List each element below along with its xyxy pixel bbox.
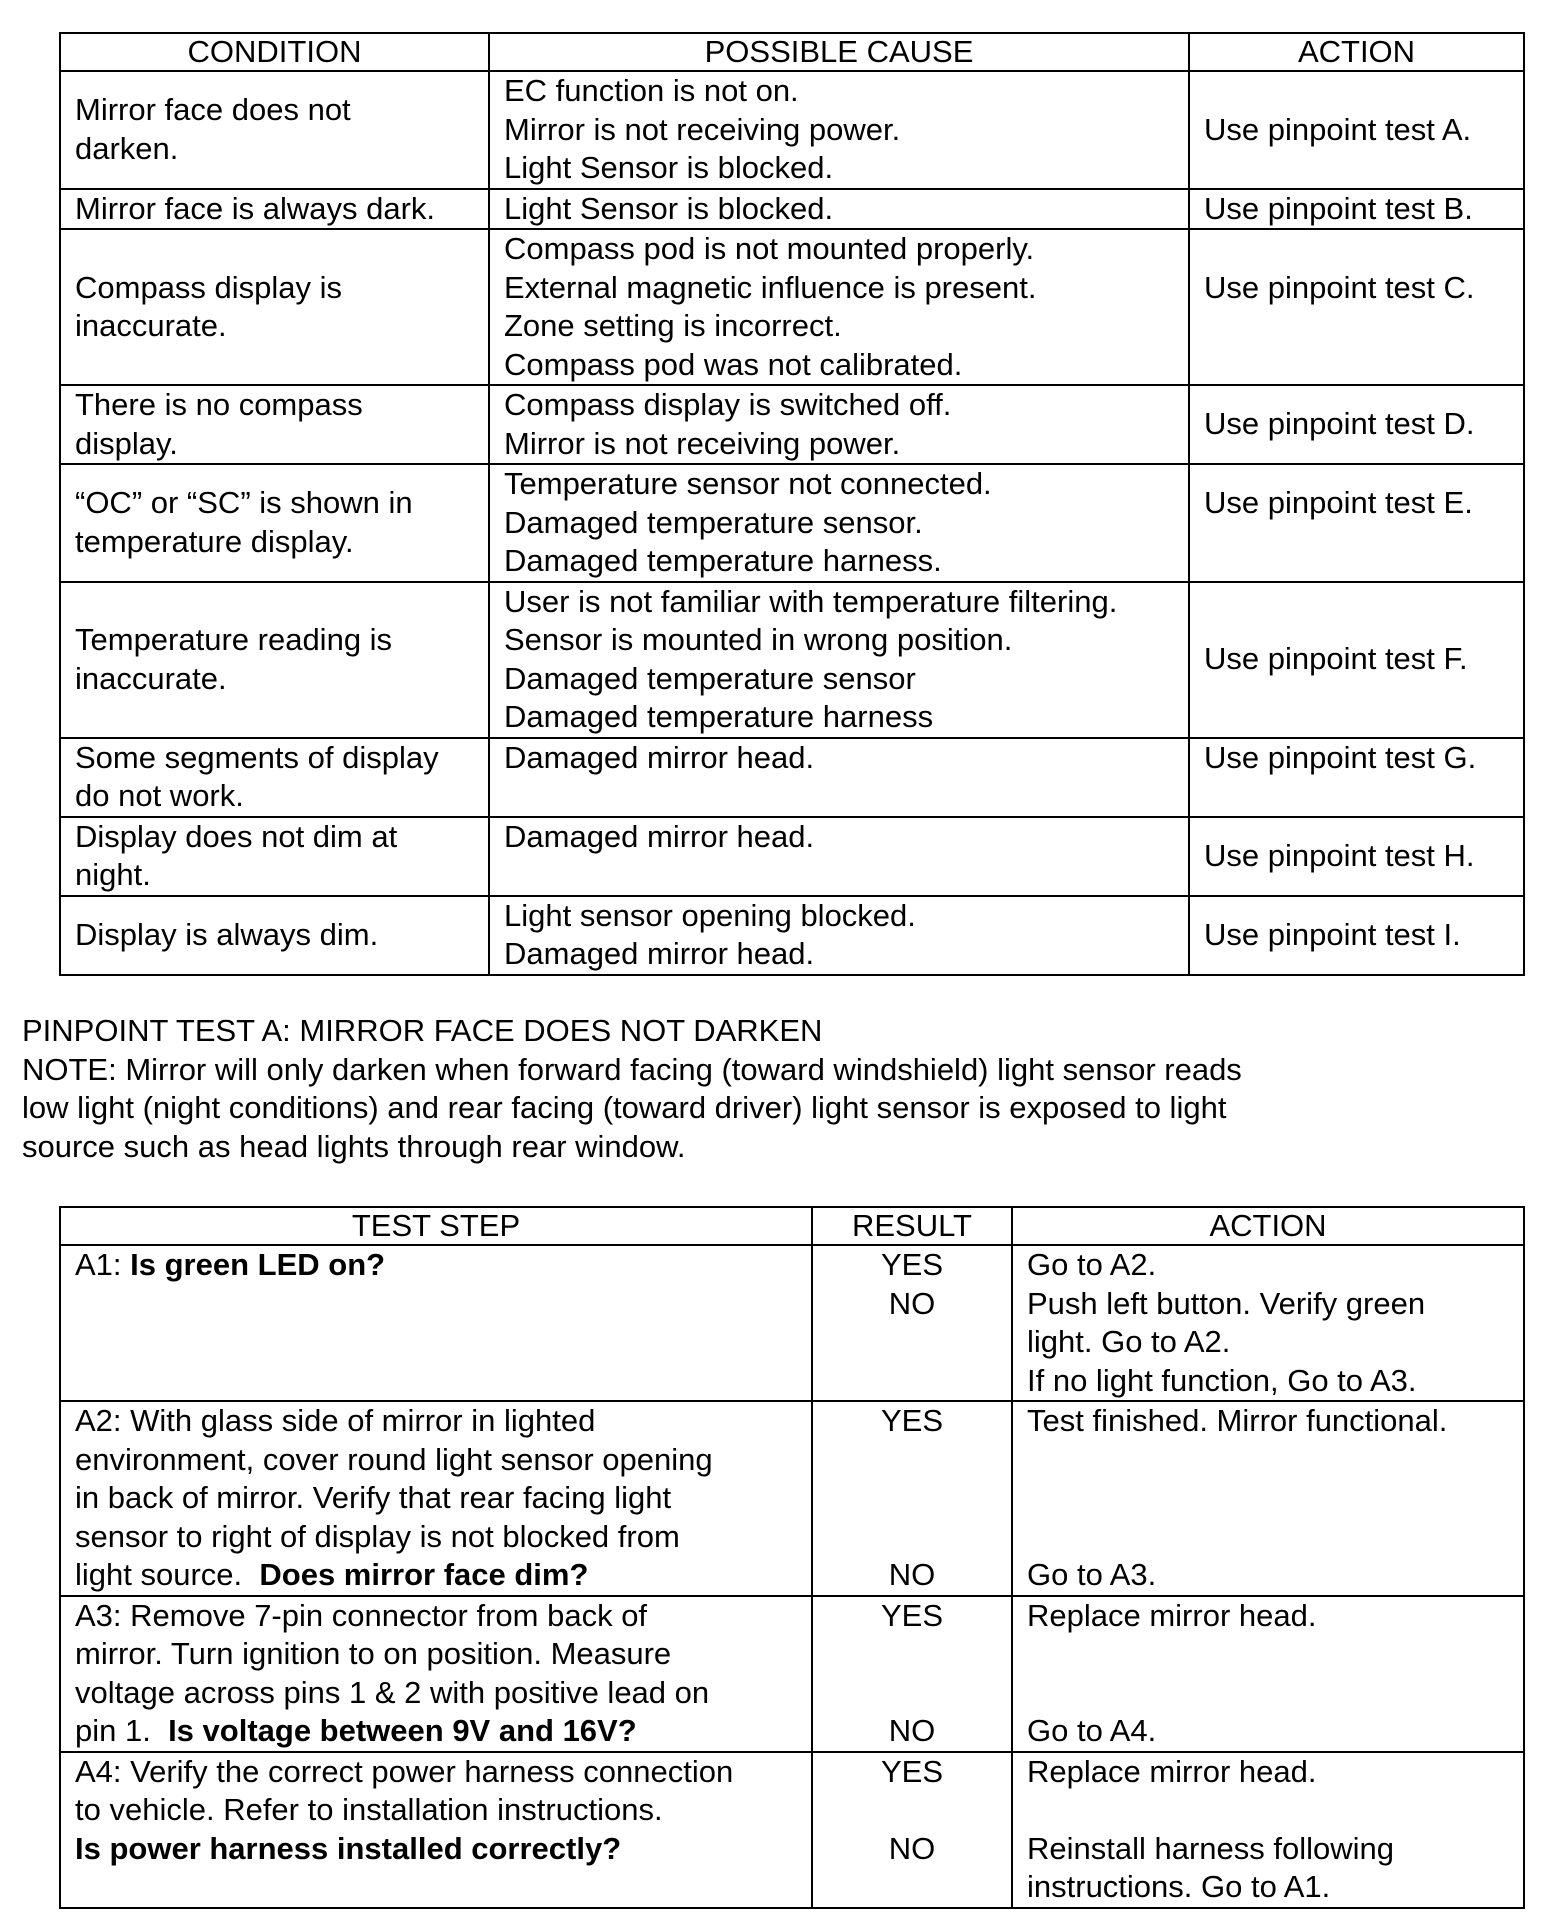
step-text: light source. bbox=[75, 1557, 260, 1592]
step-prefix: A1: bbox=[75, 1247, 131, 1282]
cause-cell bbox=[489, 738, 1189, 817]
result-no: NO bbox=[888, 1830, 936, 1866]
symptom-table bbox=[59, 32, 1525, 976]
cause-cell bbox=[489, 817, 1189, 896]
step-question: Is power harness installed correctly? bbox=[75, 1830, 622, 1866]
step-question: Does mirror face dim? bbox=[259, 1557, 589, 1592]
cause-cell bbox=[489, 189, 1189, 230]
cause-text: User is not familiar with temperature filtering. bbox=[504, 583, 1118, 619]
result-cell bbox=[812, 1752, 1012, 1908]
condition-cell bbox=[60, 189, 489, 230]
condition-cell bbox=[60, 229, 489, 385]
step-text: mirror. Turn ignition to on position. Measure bbox=[75, 1636, 672, 1671]
step-text: in back of mirror. Verify that rear facing light bbox=[75, 1480, 672, 1515]
action-text: Use pinpoint test C. bbox=[1204, 269, 1475, 305]
header-action: ACTION bbox=[1189, 33, 1524, 71]
step-question: Is voltage between 9V and 16V? bbox=[168, 1713, 637, 1748]
step-text: pin 1. bbox=[75, 1713, 169, 1748]
action-cell bbox=[1012, 1401, 1524, 1596]
result-cell bbox=[812, 1401, 1012, 1596]
condition-text: “OC” or “SC” is shown in bbox=[75, 485, 413, 520]
cause-text: Compass display is switched off. bbox=[504, 387, 952, 422]
condition-text: Some segments of display bbox=[75, 739, 439, 775]
header-result: RESULT bbox=[812, 1207, 1012, 1245]
result-cell bbox=[812, 1245, 1012, 1401]
cause-text: Damaged temperature harness bbox=[504, 699, 934, 734]
pinpoint-title: PINPOINT TEST A: MIRROR FACE DOES NOT DARKEN bbox=[22, 1013, 823, 1048]
step-text: environment, cover round light sensor opening bbox=[75, 1441, 713, 1477]
action-no: Go to A4. bbox=[1027, 1713, 1157, 1748]
table-row bbox=[60, 71, 1524, 189]
step-text: A4: Verify the correct power harness connection bbox=[75, 1753, 734, 1789]
cause-cell bbox=[489, 229, 1189, 385]
cause-text: Zone setting is incorrect. bbox=[504, 308, 842, 343]
condition-text: darken. bbox=[75, 130, 179, 166]
cause-cell bbox=[489, 385, 1189, 464]
action-yes: Test finished. Mirror functional. bbox=[1027, 1403, 1448, 1438]
action-text: Use pinpoint test E. bbox=[1204, 485, 1473, 520]
action-cell: Use pinpoint test B. bbox=[1189, 189, 1524, 230]
step-text: to vehicle. Refer to installation instructions. bbox=[75, 1792, 663, 1827]
cause-text: Mirror is not receiving power. bbox=[504, 425, 901, 461]
cause-text: Temperature sensor not connected. bbox=[504, 466, 992, 501]
table-row bbox=[60, 582, 1524, 738]
test-row-a2 bbox=[60, 1401, 1524, 1596]
result-cell bbox=[812, 1596, 1012, 1752]
condition-cell bbox=[60, 582, 489, 738]
cause-text: Mirror is not receiving power. bbox=[504, 111, 901, 147]
note-line: NOTE: Mirror will only darken when forward facing (toward windshield) light sensor reads bbox=[22, 1051, 1242, 1087]
header-possible-cause: POSSIBLE CAUSE bbox=[489, 33, 1189, 71]
test-step-cell bbox=[60, 1401, 812, 1596]
test-step-cell bbox=[60, 1752, 812, 1908]
cause-text: Damaged temperature sensor. bbox=[504, 504, 923, 540]
step-text: A3: Remove 7-pin connector from back of bbox=[75, 1597, 648, 1633]
cause-text: Damaged temperature harness. bbox=[504, 543, 942, 578]
action-yes: Replace mirror head. bbox=[1027, 1597, 1317, 1633]
test-row-a1 bbox=[60, 1245, 1524, 1401]
table-row bbox=[60, 229, 1524, 385]
cause-text: EC function is not on. bbox=[504, 73, 799, 108]
action-cell bbox=[1012, 1752, 1524, 1908]
action-no: Go to A3. bbox=[1027, 1557, 1157, 1592]
result-yes: YES bbox=[880, 1247, 944, 1282]
condition-cell bbox=[60, 464, 489, 582]
note-line: source such as head lights through rear window. bbox=[22, 1128, 686, 1164]
result-no: NO bbox=[888, 1713, 936, 1748]
action-no: Push left button. Verify green bbox=[1027, 1285, 1426, 1321]
result-yes: YES bbox=[880, 1403, 944, 1438]
step-text: sensor to right of display is not blocked from bbox=[75, 1518, 680, 1554]
header-action: ACTION bbox=[1012, 1207, 1524, 1245]
condition-text: Mirror face is always dark. bbox=[75, 190, 436, 226]
condition-text: inaccurate. bbox=[75, 308, 227, 343]
action-cell bbox=[1012, 1245, 1524, 1401]
action-cell: Use pinpoint test F. bbox=[1189, 582, 1524, 738]
action-cell bbox=[1189, 229, 1524, 385]
action-cell: Use pinpoint test G. bbox=[1189, 738, 1524, 817]
action-no: light. Go to A2. bbox=[1027, 1324, 1231, 1359]
action-yes: Go to A2. bbox=[1027, 1247, 1157, 1282]
condition-text: inaccurate. bbox=[75, 660, 227, 696]
condition-text: Temperature reading is bbox=[75, 622, 393, 657]
result-no: NO bbox=[888, 1285, 936, 1321]
table-row bbox=[60, 896, 1524, 975]
condition-cell bbox=[60, 896, 489, 975]
condition-cell bbox=[60, 817, 489, 896]
step-question: Is green LED on? bbox=[130, 1247, 386, 1282]
action-cell: Use pinpoint test D. bbox=[1189, 385, 1524, 464]
condition-text: display. bbox=[75, 425, 178, 461]
cause-text: Sensor is mounted in wrong position. bbox=[504, 622, 1013, 657]
condition-text: Display does not dim at bbox=[75, 818, 398, 854]
condition-cell bbox=[60, 385, 489, 464]
test-step-table bbox=[59, 1206, 1525, 1909]
table-row bbox=[60, 464, 1524, 582]
action-no: If no light function, Go to A3. bbox=[1027, 1362, 1417, 1398]
action-cell bbox=[1012, 1596, 1524, 1752]
test-step-cell bbox=[60, 1245, 812, 1401]
condition-text: There is no compass bbox=[75, 387, 363, 422]
action-yes: Replace mirror head. bbox=[1027, 1753, 1317, 1789]
cause-text: Compass pod is not mounted properly. bbox=[504, 231, 1035, 266]
test-step-cell bbox=[60, 1596, 812, 1752]
condition-text: Mirror face does not bbox=[75, 92, 351, 128]
table-row bbox=[60, 189, 1524, 230]
condition-text: do not work. bbox=[75, 778, 244, 813]
cause-text: Light sensor opening blocked. bbox=[504, 897, 916, 933]
action-cell: Use pinpoint test H. bbox=[1189, 817, 1524, 896]
condition-text: Display is always dim. bbox=[75, 916, 379, 952]
action-cell: Use pinpoint test I. bbox=[1189, 896, 1524, 975]
action-cell bbox=[1189, 464, 1524, 582]
cause-text: Damaged mirror head. bbox=[504, 739, 815, 775]
condition-cell bbox=[60, 71, 489, 189]
cause-text: Damaged mirror head. bbox=[504, 936, 815, 971]
result-yes: YES bbox=[880, 1753, 944, 1789]
cause-text: Damaged temperature sensor bbox=[504, 660, 916, 696]
table-row bbox=[60, 817, 1524, 896]
header-condition: CONDITION bbox=[60, 33, 489, 71]
cause-text: Light Sensor is blocked. bbox=[504, 190, 834, 226]
action-no: instructions. Go to A1. bbox=[1027, 1869, 1331, 1904]
step-text: A2: With glass side of mirror in lighted bbox=[75, 1403, 596, 1438]
table-row bbox=[60, 738, 1524, 817]
action-cell: Use pinpoint test A. bbox=[1189, 71, 1524, 189]
condition-cell bbox=[60, 738, 489, 817]
cause-cell bbox=[489, 896, 1189, 975]
header-test-step: TEST STEP bbox=[60, 1207, 812, 1245]
cause-text: Damaged mirror head. bbox=[504, 818, 815, 854]
cause-text: Light Sensor is blocked. bbox=[504, 150, 834, 185]
condition-text: night. bbox=[75, 857, 151, 892]
table-header-row bbox=[60, 33, 1524, 71]
step-text: voltage across pins 1 & 2 with positive lead on bbox=[75, 1674, 710, 1710]
cause-text: Compass pod was not calibrated. bbox=[504, 346, 963, 382]
test-row-a4 bbox=[60, 1752, 1524, 1908]
test-row-a3 bbox=[60, 1596, 1524, 1752]
result-yes: YES bbox=[880, 1597, 944, 1633]
pinpoint-intro bbox=[22, 1012, 1522, 1166]
table-header-row bbox=[60, 1207, 1524, 1245]
cause-cell bbox=[489, 582, 1189, 738]
cause-cell bbox=[489, 71, 1189, 189]
condition-text: temperature display. bbox=[75, 523, 354, 559]
table-row bbox=[60, 385, 1524, 464]
result-no: NO bbox=[888, 1557, 936, 1592]
condition-text: Compass display is bbox=[75, 269, 343, 305]
cause-text: External magnetic influence is present. bbox=[504, 269, 1037, 305]
cause-cell bbox=[489, 464, 1189, 582]
action-no: Reinstall harness following bbox=[1027, 1830, 1395, 1866]
note-line: low light (night conditions) and rear facing (toward driver) light sensor is exposed to light bbox=[22, 1090, 1227, 1125]
